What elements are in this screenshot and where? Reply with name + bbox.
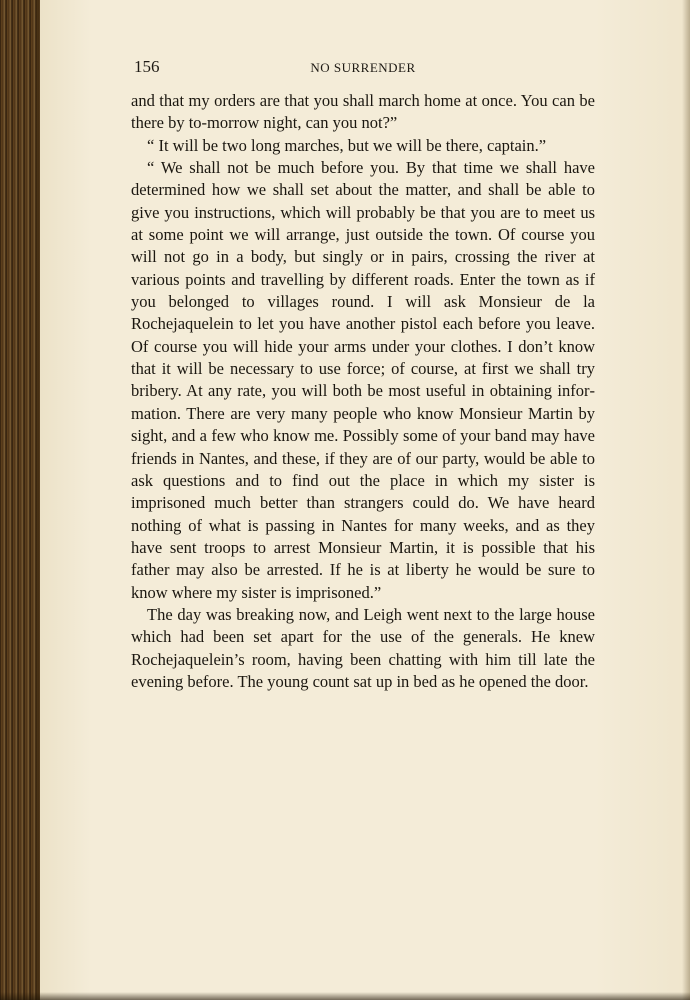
book-binding	[0, 0, 40, 1000]
paragraph-3: “ We shall not be much before you. By that time we shall have determined how we shall set about the matter, and shall be able to give you instructions, which will probably be that you are to meet us at some point we will arrange, just outside the town. Of course you will not go in a body, but singly or in pairs, crossing the river at various points and travelling by different roads. Enter the town as if you belonged to villages round. I will ask Monsieur de la Rochejaquelein to let you have another pistol each before you leave. Of course you will hide your arms under your clothes. I don’t know that it will be necessary to use force; of course, at first we shall try bribery. At any rate, you will both be most useful in obtaining information. There are very many people who know Monsieur Martin by sight, and a few who know me. Possibly some of your band may have friends in Nantes, and these, if they are of our party, would be able to ask questions and to find out the place in which my sister is imprisoned much better than strangers could do. We have heard nothing of what is passing in Nantes for many weeks, and as they have sent troops to arrest Monsieur Martin, it is possible that his father may also be arrested. If he is at liberty he would be sure to know where my sister is imprisoned.”	[131, 158, 595, 602]
paragraph-1: and that my orders are that you shall march home at once. You can be there by to-morrow night, can you not?”	[131, 91, 595, 133]
paragraph-4: The day was breaking now, and Leigh went next to the large house which had been set apart for the use of the generals. He knew Rochejaquelein’s room, having been chatting with him till late the evening before. The young count sat up in bed as he opened the door.	[131, 604, 595, 691]
page-number: 156	[134, 57, 160, 76]
page-bottom-edge	[0, 992, 690, 1000]
page-edge-shadow	[682, 0, 690, 1000]
body-text	[131, 90, 595, 693]
paragraph-2: “ It will be two long marches, but we will be there, captain.”	[147, 135, 547, 155]
page-header	[132, 57, 594, 79]
running-title: NO SURRENDER	[310, 60, 416, 75]
